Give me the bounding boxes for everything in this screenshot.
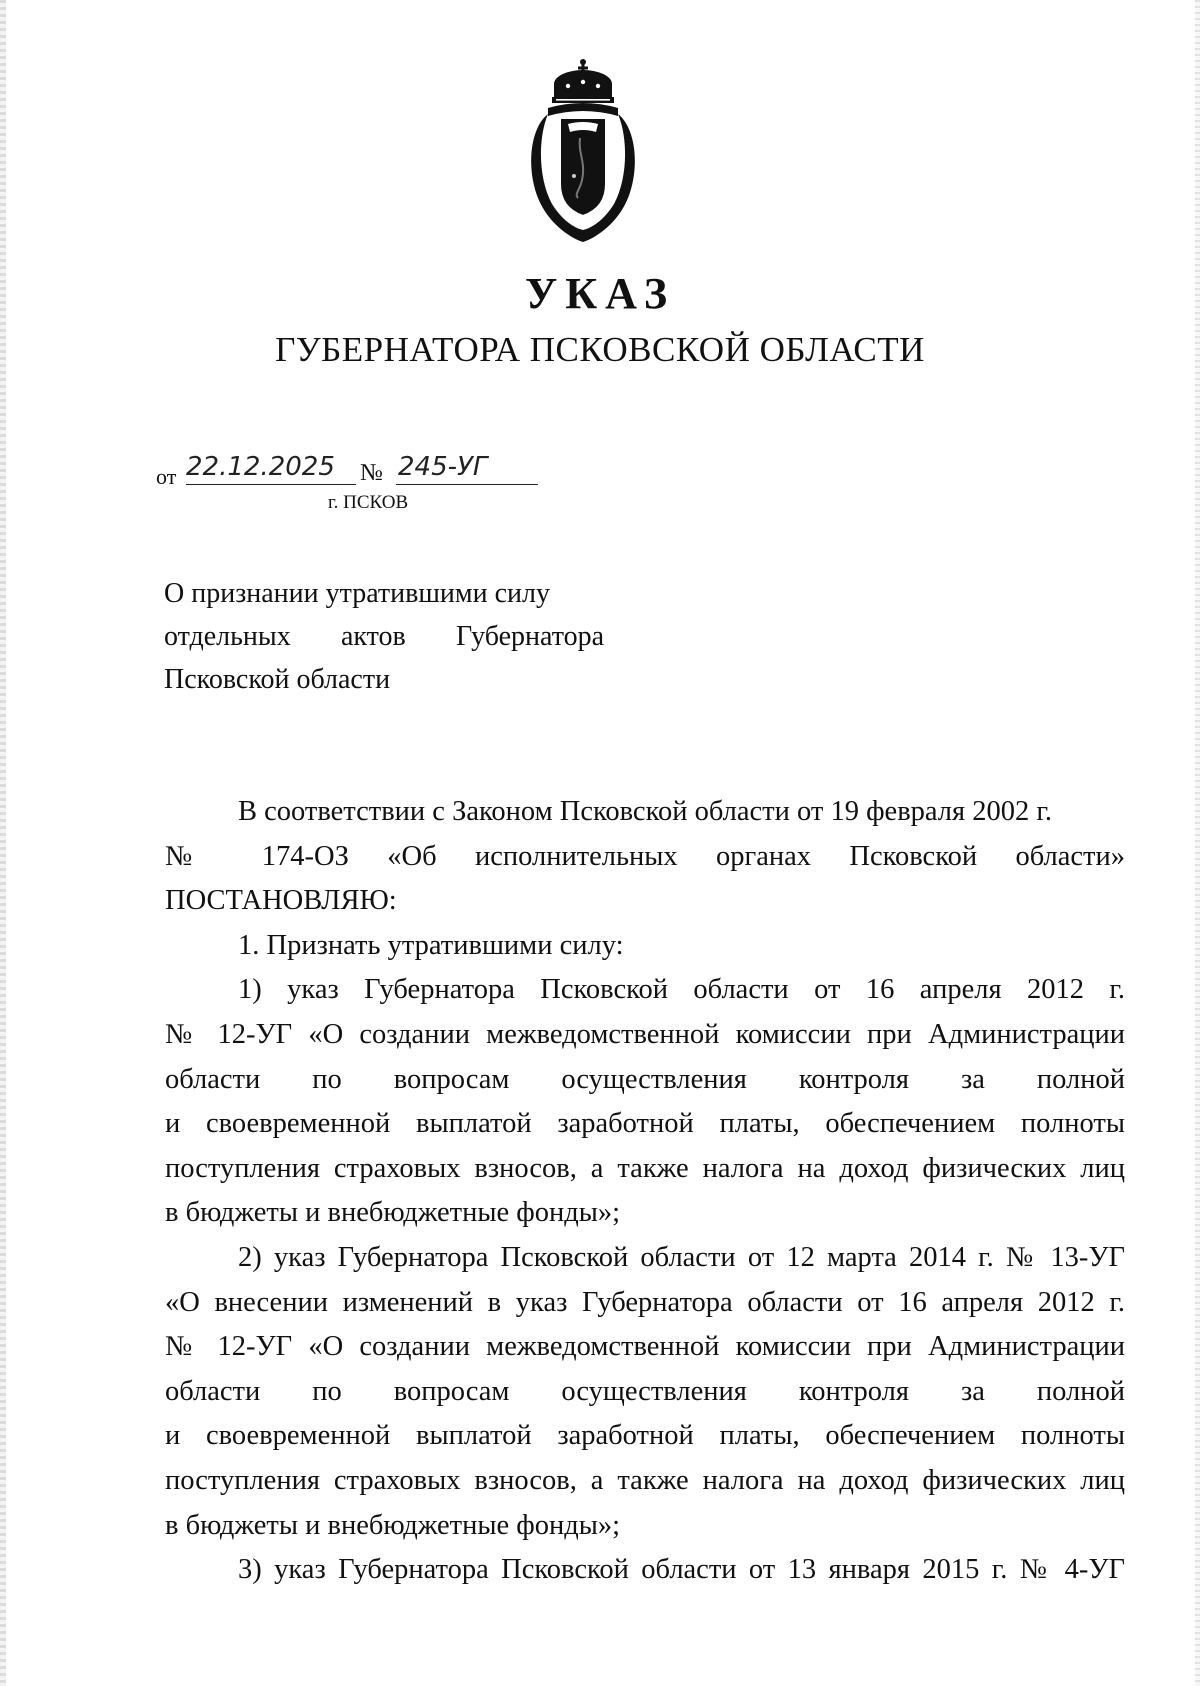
body-line: в бюджеты и внебюджетные фонды»; — [165, 1197, 621, 1229]
body-line: и своевременной выплатой заработной платы, обеспечением полноты — [165, 1420, 1125, 1452]
city-label: г. ПСКОВ — [328, 492, 409, 513]
body-line: 1. Признать утратившими силу: — [238, 929, 624, 961]
subject-line: Псковской области — [164, 664, 391, 695]
pskov-oblast-coat-of-arms-icon — [530, 58, 636, 244]
number-sign: № — [360, 460, 383, 486]
decree-subject — [164, 572, 604, 701]
document-title: УКАЗ — [524, 269, 676, 318]
body-line: и своевременной выплатой заработной платы, обеспечением полноты — [165, 1108, 1125, 1140]
body-line: В соответствии с Законом Псковской области от 19 февраля 2002 г. — [238, 796, 1052, 827]
number-underline — [396, 484, 538, 485]
body-line: области по вопросам осуществления контроля за полной — [165, 1375, 1125, 1407]
body-line: 2) указ Губернатора Псковской области от 12 марта 2014 г. № 13-УГ — [238, 1241, 1125, 1273]
body-line: № 12-УГ «О создании межведомственной комиссии при Администрации — [165, 1331, 1125, 1363]
body-line: области по вопросам осуществления контроля за полной — [165, 1063, 1125, 1095]
body-line: 3) указ Губернатора Псковской области от 13 января 2015 г. № 4-УГ — [238, 1554, 1125, 1586]
scan-edge-right — [1195, 0, 1200, 1686]
body-line: ПОСТАНОВЛЯЮ: — [165, 885, 397, 917]
body-line: № 12-УГ «О создании межведомственной комиссии при Администрации — [165, 1018, 1125, 1050]
body-line: 1) указ Губернатора Псковской области от 16 апреля 2012 г. — [238, 974, 1125, 1006]
body-line: в бюджеты и внебюджетные фонды»; — [165, 1509, 621, 1541]
date-prefix: от — [156, 464, 177, 489]
body-line: № 174-ОЗ «Об исполнительных органах Псковской области» — [165, 840, 1125, 872]
handwritten-date: 22.12.2025 — [186, 452, 335, 482]
body-line: поступления страховых взносов, а также налога на доход физических лиц — [165, 1152, 1125, 1184]
document-subtitle: ГУБЕРНАТОРА ПСКОВСКОЙ ОБЛАСТИ — [275, 330, 925, 369]
body-line: «О внесении изменений в указ Губернатора области от 16 апреля 2012 г. — [165, 1286, 1125, 1318]
handwritten-number: 245-УГ — [398, 452, 488, 482]
body-line: поступления страховых взносов, а также налога на доход физических лиц — [165, 1464, 1125, 1496]
scan-edge-left — [0, 0, 6, 1686]
date-underline — [186, 484, 356, 485]
subject-line: отдельных актов Губернатора — [164, 621, 604, 652]
subject-line: О признании утратившими силу — [164, 578, 550, 609]
date-number-line — [156, 452, 556, 492]
decree-body — [165, 790, 1125, 1593]
